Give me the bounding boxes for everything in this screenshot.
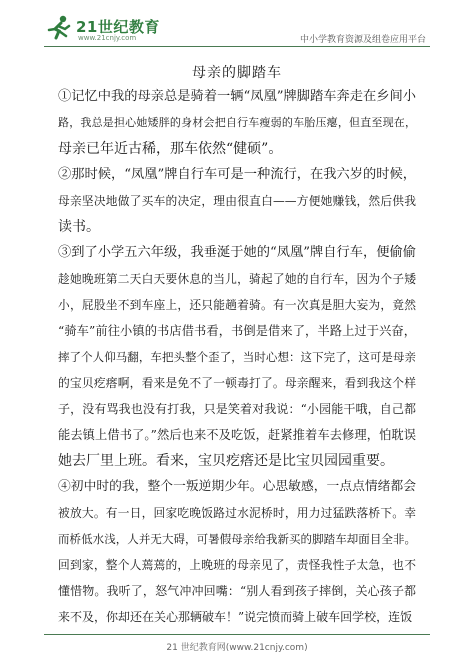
text-line: “骑车”前往小镇的书店借书看，书倒是借来了，半路上过于兴奋， [58,324,416,338]
paragraph [58,474,416,630]
text-line: 摔了个人仰马翻，车把头整个歪了，当时心想：这下完了，这可是母亲 [58,350,416,364]
text-line: 能去镇上借书了。”然后也来不及吃饭，赶紧推着车去修理，怕耽误 [58,428,416,442]
logo-url: www.21cnjy.com [78,34,137,42]
logo-text: 21世纪教育 [76,18,160,36]
page-header [0,0,474,50]
text-line: 小，屁股坐不到车座上，还只能趟着骑。有一次真是胆大妄为，竟然 [58,298,416,312]
header-divider [44,46,430,47]
text-line: ③到了小学五六年级，我垂涎于她的“凤凰”牌自行车，便偷偷 [58,245,417,260]
text-line: 的宝贝疙瘩啊，看来是免不了一顿毒打了。母亲醒来，看到我这个样 [58,376,416,390]
text-line: 路，我总是担心她矮胖的身材会把自行车瘦弱的车胎压瘪，但直至现在， [58,116,416,129]
text-line: 回到家，整个人蔫蔫的，上晚班的母亲见了，责怪我性子太急，也不 [58,558,416,572]
text-line: 懂惜物。我听了，怒气冲冲回嘴：“别人看到孩子摔倒，关心孩子都 [58,584,416,598]
text-line: 她去厂里上班。看来，宝贝疙瘩还是比宝贝园园重要。 [58,453,394,469]
paragraph [58,162,416,240]
footer-divider [44,634,430,635]
text-line: 读书。 [58,219,100,235]
paragraph [58,84,416,162]
text-line: 被放大。有一日，回家吃晚饭路过水泥桥时，用力过猛跌落桥下。幸 [58,506,416,520]
paragraph [58,240,416,474]
text-line: 母亲已年近古稀，那车依然“健硕”。 [58,141,283,157]
page-footer: 21 世纪教育网(www.21cnjy.com) [166,643,308,653]
text-line: 而桥低水浅，人并无大碍，可暑假母亲给我新买的脚踏车却面目全非。 [58,532,416,546]
document-body [58,84,416,630]
document-title: 母亲的脚踏车 [192,65,282,81]
text-line: ①记忆中我的母亲总是骑着一辆“凤凰”牌脚踏车奔走在乡间小 [58,89,417,104]
text-line: 来不及，你却还在关心那辆破车！”说完愤而骑上破车回学校，连饭 [58,610,413,624]
text-line: 子，没有骂我也没有打我，只是笑着对我说：“小园能干哦，自己都 [58,402,416,416]
text-line: 母亲坚决地做了买车的决定，理由很直白——方便她赚钱，然后供我 [58,194,416,208]
site-logo[interactable] [44,14,174,44]
text-line: 趁她晚班第二天白天要休息的当儿，骑起了她的自行车，因为个子矮 [58,272,416,286]
platform-slogan: 中小学教育资源及组卷应用平台 [299,35,426,45]
text-line: ②那时候，“凤凰”牌自行车可是一种流行，在我六岁的时候， [58,167,417,182]
text-line: ④初中时的我，整个一叛逆期少年。心思敏感，一点点情绪都会 [58,479,416,494]
runner-logo-icon [44,14,74,44]
